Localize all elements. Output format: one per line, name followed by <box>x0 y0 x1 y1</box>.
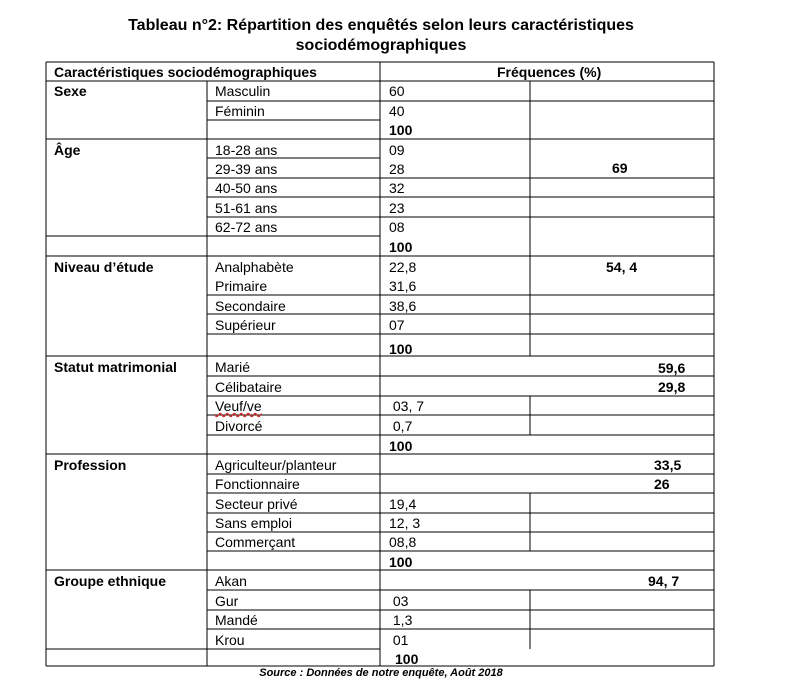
frequency-value: 59,6 <box>658 360 686 376</box>
subcategory-label: Marié <box>215 359 251 375</box>
frequency-value: 07 <box>389 317 405 333</box>
subcategory-label: Célibataire <box>215 379 282 395</box>
frequency-value: 26 <box>654 476 670 492</box>
subcategory-label: Secondaire <box>215 298 286 314</box>
frequency-value: 23 <box>389 200 405 216</box>
frequency-value: 60 <box>389 83 405 99</box>
frequency-value: 03 <box>389 593 409 609</box>
highlight-value: 69 <box>612 160 628 176</box>
frequency-value: 38,6 <box>389 298 417 314</box>
subcategory-label: 40-50 ans <box>215 180 278 196</box>
frequency-value: 32 <box>389 180 405 196</box>
subcategory-label: Masculin <box>215 83 271 99</box>
category-age: Âge <box>54 142 81 158</box>
frequency-value: 22,8 <box>389 259 417 275</box>
total-value: 100 <box>389 554 413 570</box>
subcategory-label: Commerçant <box>215 534 296 550</box>
frequency-value: 31,6 <box>389 278 417 294</box>
subcategory-label: 18-28 ans <box>215 142 278 158</box>
total-value: 100 <box>389 122 413 138</box>
frequency-value: 19,4 <box>389 496 417 512</box>
subcategory-label: Secteur privé <box>215 496 298 512</box>
total-value: 100 <box>395 651 419 667</box>
subcategory-label: Féminin <box>215 103 265 119</box>
frequency-value: 29,8 <box>658 379 686 395</box>
subcategory-label: Veuf/ve <box>215 398 262 414</box>
category-marital-status: Statut matrimonial <box>54 359 177 375</box>
header-frequencies: Fréquences (%) <box>497 64 602 80</box>
title-line-1: Tableau n°2: Répartition des enquêtés selon leurs caractéristiques <box>128 17 634 34</box>
frequency-value: 12, 3 <box>389 515 421 531</box>
subcategory-label: Primaire <box>215 278 268 294</box>
highlight-value: 54, 4 <box>606 259 638 275</box>
category-education: Niveau d’étude <box>54 259 154 275</box>
subcategory-label: Divorcé <box>215 418 263 434</box>
subcategory-label: Agriculteur/planteur <box>215 457 337 473</box>
subcategory-label: 62-72 ans <box>215 219 278 235</box>
subcategory-label: Akan <box>215 573 247 589</box>
subcategory-label: 51-61 ans <box>215 200 278 216</box>
subcategory-label: Supérieur <box>215 317 276 333</box>
total-value: 100 <box>389 438 413 454</box>
subcategory-label: Analphabète <box>215 259 294 275</box>
source-note: Source : Données de notre enquête, Août 2018 <box>259 667 503 679</box>
frequency-value: 08,8 <box>389 534 417 550</box>
subcategory-label: Mandé <box>215 612 258 628</box>
category-profession: Profession <box>54 457 127 473</box>
total-value: 100 <box>389 341 413 357</box>
subcategory-label: Krou <box>215 632 245 648</box>
frequency-value: 0,7 <box>389 418 413 434</box>
frequency-value: 28 <box>389 161 405 177</box>
subcategory-label: Sans emploi <box>215 515 293 531</box>
subcategory-label: Fonctionnaire <box>215 476 300 492</box>
frequency-value: 03, 7 <box>389 398 425 414</box>
frequency-value: 94, 7 <box>648 573 680 589</box>
category-sexe: Sexe <box>54 83 87 99</box>
frequency-value: 1,3 <box>389 612 413 628</box>
header-characteristics: Caractéristiques sociodémographiques <box>54 64 317 80</box>
frequency-value: 01 <box>389 632 409 648</box>
category-ethnic-group: Groupe ethnique <box>54 573 166 589</box>
subcategory-label: Gur <box>215 593 239 609</box>
total-value: 100 <box>389 239 413 255</box>
frequency-value: 40 <box>389 103 405 119</box>
frequency-value: 09 <box>389 142 405 158</box>
title-line-2: sociodémographiques <box>295 37 467 54</box>
frequency-value: 33,5 <box>654 457 682 473</box>
frequency-value: 08 <box>389 219 405 235</box>
subcategory-label: 29-39 ans <box>215 161 278 177</box>
